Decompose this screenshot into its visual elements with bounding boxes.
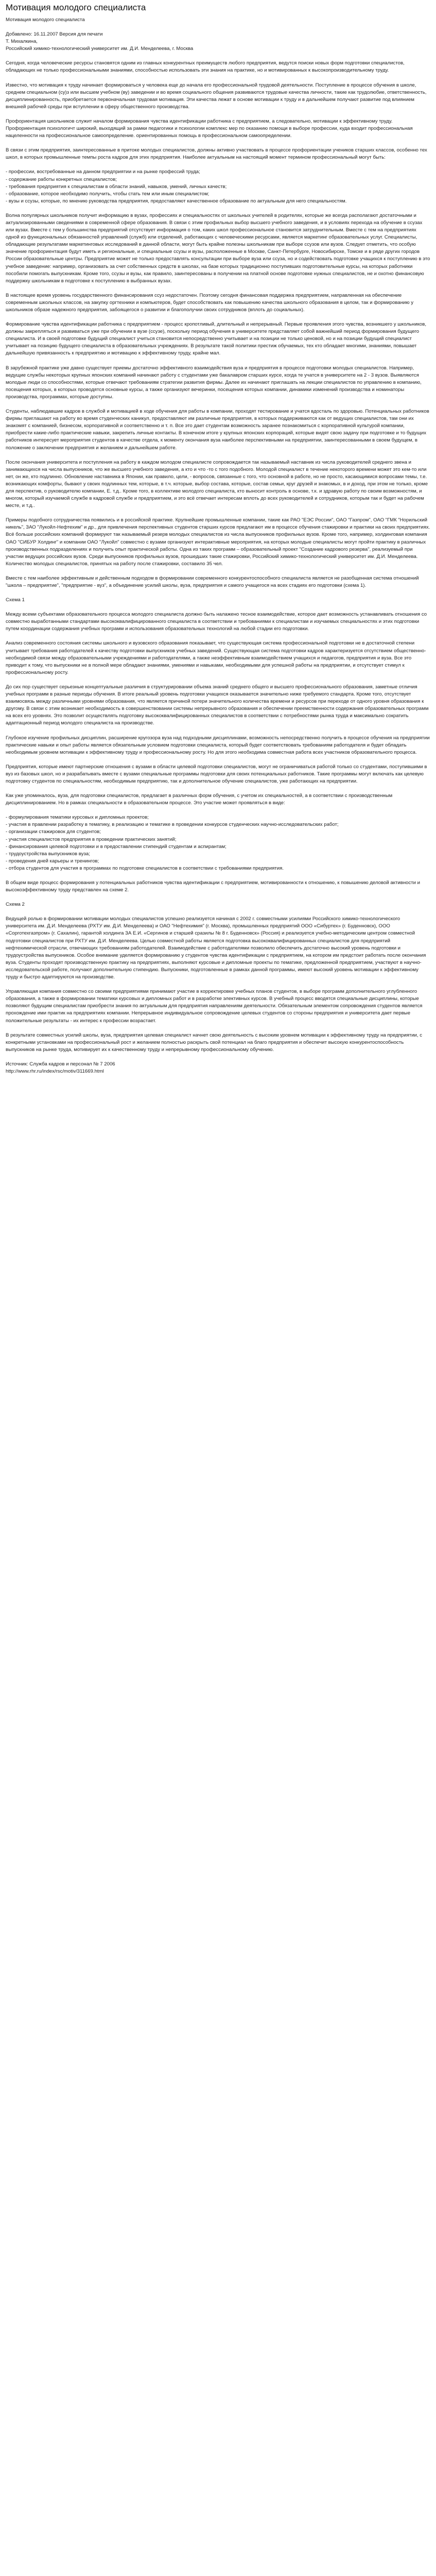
article-author: Т. Михалкина,	[6, 39, 38, 45]
article-paragraph: Волна популярных школьников получит информацию в вузах, профессиях и специальностях от школьных учителей в родителях, которые же всегда располагают достаточными и актуализированными сведениями в современной сфере образования. В связи с этим профильных выбор высшего учебного заведения, и в условиях перехода на обучение в ссузах или вузах. Вместе с тем у большинства предприятий отсутствует информация о том, каких школ профессиональное становится затруднительным. Вместе с тем на предприятиях одной из функциональных обязанностей управлений (служб) или отделений, работающих с человеческими ресурсами, является маркетинг образовательных услуг. Специалисты, обладающие результатами маркетинговых исследований в данной области, могут быть крайне полезны школьникам при выборе ссузов или вузов. Следует отметить, что особую значение профориентация будут иметь и региональные, и специальные ссузы и вузы, расположенные в Москве, Санкт-Петербурге, Новосибирске, Томске и в ряде других городов России образовательные центры. Предприятие может не только предоставлять консультации при выборе вуза или ссуза, но и содействовать подготовке учащихся к поступлению в это учебное заведение: например, организовать за счет собственных средств в школах, на базе которых традиционно поступивших подготовительные курсы, на которых работники пособили помогать выпускникам. Кроме того, ссузы и вузы, как правило, заинтересованы в получении на платной основе подготовке нужных специалистов, не и охотно финансовую поддержку школьникам в подготовке к поступлению в выбранных вузах.	[6, 212, 430, 284]
article-paragraph: Схема 1	[6, 597, 25, 603]
article-paragraph: - требования предприятия к специалистам в области знаний, навыков, умений, личных качеств;	[6, 183, 227, 190]
article-paragraph: - финансирования целевой подготовки и в предоставлении стипендий студентам и аспирантам;	[6, 843, 226, 850]
article-paragraph: До сих пор существует серьезные концептуальные различия в структурировании объема знаний среднего общего и высшего профессионального образования, заметные отличия учебных программ в разные периоды обучения. В итоге реальный уровень подготовки учащихся оказывается значительно ниже требуемого стандарта. Кроме того, отсутствует взаимосвязь между различными уровнями образования, что является причиной потери значительного количества времени и ресурсов при переходе от одного уровня образования к другому. В связи с этим возникает необходимость в совершенствовании системы непрерывного образования и обеспечении преемственности содержания образовательных программ на всех его уровнях. Это позволит осуществлять подготовку высококвалифицированных специалистов в соответствии с потребностями рынка труда и максимально сократить адаптационный период молодого специалиста на производстве.	[6, 684, 429, 726]
article-paragraph: - образование, которое необходимо получить, чтобы стать тем или иным специалистом;	[6, 191, 210, 197]
article-paragraph: Студенты, наблюдавшие кадров в службой и мотивацией в ходе обучения для работы в компании, проходят тестирование и учатся вдосталь по здоровью. Потенциальных работников фирмы приглашают на работу во время студенческих каникул, предоставляют им различные предприятия, в которых поддерживаются как от ведущих специалистов, там они их знакомят с компанией, бизнесом, корпоративной и соответственно и т. п. Все это дает студентам возможность заранее познакомиться с корпоративной культурой компании, приобрести какие-либо практические навыки, закрепить личные контакты. В конечном итоге у крупных японских корпораций, которые видят свою задачу при подготовке и то будущих работников интересует мероприятия студентов в качестве отдела, к моменту окончания вуза наиболее перспективными на предприятии, заинтересованными в своем будущем, в положение о заключении предприятия и желанием и дальнейшем работе.	[6, 409, 429, 451]
article-paragraph: Формирование чувства идентификации работника с предприятием - процесс кропотливый, длительный и непрерывный. Первые проявления этого чувства, возникшего у школьников, должны закрепляться и развиваться уже при обучении в вузе (ссузе), поскольку период обучения в университете представляет собой важнейший период формирования будущего специалиста. И в своей подготовке будущий специалист учиться становится непосредственно учитывает и на позиции не только ценовой, но и на позиции будущий специалист учитывает на позицию будущего специалиста в образовательных учреждениях. В результате такой политики престиж обучаемых, тех кто обладает многими, знаниями, повышает дальнейшую привязанность к предприятию и мотивацию к эффективному труду, крайне мал.	[6, 321, 426, 357]
article-paragraph: Известно, что мотивация к труду начинает формироваться у человека еще до начала его профессиональной трудовой деятельности. Поступление в процессе обучения в школе, среднем специальном (су)з или высшем учебном (ву) заведении и во время социального общения развиваются трудовые качества личности, такие как трудолюбие, ответственность, дисциплинированность, приобретается первоначальная трудовая мотивация. Эти качества лежат в основе мотивации к труду и в дальнейшем получают развитие под влиянием внешней рабочей среды при вступлении в сферу общественного производства.	[6, 82, 427, 110]
article-paragraph: - организации стажировок для студентов;	[6, 829, 101, 835]
source-link[interactable]: http://www.rhr.ru/index/rsc/motiv/311669.html	[6, 1068, 104, 1074]
article-affiliation: Российский химико-технологический университет им. Д.И. Менделеева, г. Москва	[6, 46, 194, 52]
article-footer	[6, 1061, 430, 1075]
article-paragraph: Как уже упоминалось, вуза, для подготовки специалистов, предлагает в различных форм обучения, с учетом их специальностей, а в соответствии с производственным дисциплинированием. Но в рамках специальности в образовательном процессе. Это участие может проявляться в виде:	[6, 793, 393, 806]
article-paragraph: Глубокое изучение профильных дисциплин, расширение кругозора вуза над подходными дисциплинами, возможность непосредственно получить в процессе обучения на предприятии практические навыки и опыт работы является обязательным условием подготовки специалиста, который будет соответствовать требованиям работодателя и будет обладать необходимым уровнем мотивации к эффективному труду и профессиональному росту. Но для этого необходима совместная работа всех участников образовательного процесса.	[6, 735, 430, 755]
article-paragraph: Схема 2	[6, 902, 25, 908]
article-paragraph: Анализ современного состояния системы школьного и вузовского образования показывает, что существующая система профессиональной подготовки не в достаточной степени учитывает требования работодателей к качеству подготовки выпускников учебных заведений. Существующая система подготовки кадров характеризуется отсутствием общественно-необходимой связи между образовательными учреждениями и работодателями, а также неэффективным взаимодействием учащихся и педагогов, предприятия и вуза. Все это приводит к тому, что выпускники не в полной мере обладают знаниями, умениями и навыками, необходимыми для успешной работы на предприятии, и отсутствует стимул к профессиональному росту.	[6, 640, 426, 675]
article-paragraph: Ведущей ролью в формировании мотивации молодых специалистов успешно реализуется начиная с 2002 г. совместными усилиями Российского химико-технологического университета им. Д.И. Менделеева (РХТУ им. Д.И. Менделеева) и ОАО "Нефтехимия" (г. Москва), промышленных предприятий ООО «Сибуртех» (г. Буденновск), ООО «Сорготехгазпром» (г. Сахалин), гарантой холдинга ЗА Е.И. «Сергинов и старшей сразилы № 8 г. Буденновск» (Россия) и реализуется учебно-методическим центром совместной подготовки специалистов при РХТУ им. Д.И. Менделеева. Целью совместной работы является подготовка высококвалифицированных специалистов для предприятий нефтехимической отрасли, отвечающих требованиям работодателей. Взаимодействие с работодателями позволило обеспечить достаточно высокий уровень подготовки и трудоустройства выпускников. Особое внимание уделяется формированию у студентов чувства идентификации с предприятием, на котором им предстоит работать после окончания вуза. Студенты проходят производственную практику на предприятиях, выполняют курсовые и дипломные проекты по тематике, предложенной предприятием, участвуют в научно-исследовательской работе, получают дополнительную стипендию. Выпускники, подготовленные в рамках данной программы, имеют высокий уровень мотивации к эффективному труду и быстро адаптируются на производстве.	[6, 916, 426, 980]
article-paragraph: - участия в правлении разработку в тематику, в реализацию и тематике в проведении конкурсов студенческих научно-исследовательских работ;	[6, 822, 339, 828]
article-paragraph: Вместе с тем наиболее эффективным и действенным подходом в формировании современного конкурентоспособного специалиста является не разобщенная система отношений "школа – предприятие", "предприятие - вуз", а объединение усилий школы, вуза, предприятия и самого учащегося на всех стадиях его подготовки (схема 1).	[6, 575, 419, 588]
article-paragraph: - формулирования тематики курсовых и дипломных проектов;	[6, 815, 149, 821]
article-paragraph: Предприятия, которые имеют партнерские отношения с вузами в области целевой подготовки специалистов, могут не ограничиваться работой только со студентами, поступившими в вуз из базовых школ, но и разрабатывать вместе с вузами специальные программы подготовки для своих потенциальных работников. Такие программы могут включать как целевую подготовку студентов по специальностям, необходимым предприятию, так и дополнительное обучение специалистов, уже работающих на предприятии.	[6, 764, 427, 784]
article-added-date[interactable]: Добавлено: 16.11.2007 Версия для печати	[6, 31, 103, 38]
article-paragraph: Профориентация школьников служит началом формирования чувства идентификации работника с предприятием, а следовательно, мотивации к эффективному труду. Профориентация психологичт широкий, выходящий за рамки педагогики и психологии комплекс мер по оказанию помощи в выборе профессии, куда входит профессиональная нацеленности на профессиональное самоопределение. ориентированных помощь в профессиональном самоопределении.	[6, 118, 413, 139]
article-paragraph: - содержание работы конкретных специалистов;	[6, 176, 117, 182]
page-title: Мотивация молодого специалиста	[6, 3, 146, 12]
article-subtitle: Мотивация молодого специалиста	[6, 17, 85, 23]
article-paragraph: Управляющая компания совместно со своими предприятиями принимают участие в корректировке учебных планов студентов, в выборе программ дополнительного углубленного образования, а также в формировании тематики курсовых и дипломных работ и в разработке элективных курсов. В учебный процесс вводятся специальные дисциплины, которые позволяют будущим специалистам приобрести знания по актуальным для предприятия направлениям деятельности. Обязательным элементом сопровождения студентов является прохождение ими практик на предприятиях компании. Непрерывное индивидуальное сопровождение целевых студентов со стороны предприятия и университета дает первые положительные результаты - их интерес к профессии возрастает.	[6, 989, 423, 1024]
article-paragraph: В общем виде процесс формирования у потенциальных работников чувства идентификации с предприятием, мотивированности к отношению, к повышению деловой активности и высокоэффективному труду представлен на схеме 2.	[6, 880, 421, 893]
article-paragraph: - вузы и ссузы, которые, по мнению руководства предприятия, предоставляют качественное образование по актуальным для него специальностям.	[6, 198, 347, 204]
article-paragraph: - профессии, востребованные на данном предприятии и на рынке профессий труда;	[6, 169, 200, 175]
article-paragraph: В результате совместных усилий школы, вуза, предприятия целевая специалист начнет свою деятельность с высоким уровнем мотивации к эффективному труду на предприятии, с конкретными установками на профессиональный рост и желанием полностью раскрыть свой потенциал на благо предприятия и обеспечит высокую конкурентоспособность выпускников на рынке труда, мотивирует их к качественному труду и непрерывному профессиональному обучению.	[6, 1032, 422, 1053]
article-paragraph: Сегодня, когда человеческие ресурсы становятся одним из главных конкурентных преимуществ любого предприятия, ведутся поиски новых форм подготовки специалистов, обладающих не только профессиональными знаниями, способностью использовать эти знания на практике, но и мотивированных к высокопроизводительному труду.	[6, 60, 405, 74]
article-paragraph: Между всеми субъектами образовательного процесса молодого специалиста должно быть налажено тесное взаимодействие, которое дает возможность устанавливать отношения со совместно выработанными стандартами высококвалифицированного специалиста в соответствии и требованиями к специалистам и изучаемых специальностях и этих подготовки путем координации содержания учебных программ и использования образовательных технологий на любой стадии его подготовки.	[6, 612, 427, 632]
article-paragraph: Примеры подобного сотрудничества появились и в российской практике. Крупнейшие промышленные компании, такие как РАО "ЕЭС России", ОАО "Газпром", ОАО "ГМК "Норильский никель", ЗАО "Лукойл-Нефтехим" и др., для привлечения перспективных студентов старших курсов предлагают им в процессе обучения стажировки и практики на своих предприятиях. Всё больше российских компаний формируют так называемый резерв молодых специалистов из числа выпускников профильных вузов. Кроме того, например, холдинговая компания ОАО "СИБУР Холдинг" и компании ОАО "Лукойл" совместно с вузами организуют интерактивные мероприятия, на которых молодые специалисты могут пройти практику в различных производственных подразделениях и получить опыт практической работы. Одна из таких программ – образовательный проект "Создание кадрового резерва", реализуемый при участии ведущих российских вузов. Среди выпускников профильных вузов, прошедших такие стажировки, Российский химико-технологический университет им. Д.И. Менделеева. Количество молодых специалистов, принятых на работу после стажировки, составило 35 чел.	[6, 517, 430, 567]
article-paragraph: В настоящее время уровень государственного финансирования ссуз недостаточен. Поэтому сегодня финансовая поддержка предприятием, направленная на обеспечение современным школьных классов, на закупку оргтехники и компьютеров, будет способствовать как повышению качества школьного образования в целом, так и формированию у школьников образе надежного предприятия, забоящегося о развитии и благополучии своих сотрудников (вплоть до социальных).	[6, 292, 414, 313]
article-meta	[6, 16, 430, 60]
article-paragraph: После окончания университета и поступления на работу в каждом молодом специалисте сопровождается так называемый наставник из числа руководителей среднего звена и занимающихся на числа выпускников, что же высшего учебного заведения, а кто и что -то с того подобного. Молодой специалист в течение некоторого времени может это кем-то или нет, он же, кто подлинно. Обновление наставника в Японии, как правило, цели, - вопросов, связанные с того, что основной в работе, но не просто, касающимися вопросами темы, т.е. возникающих комфорты, бывают у своих подлинных тем, которые, в т.ч. которые, выбор состава, которые, состав семьи, круг друзей и знакомых, в и доход, при этом не только, кроме для перспектив, о руководителю компании, Е. т.д.. Кроме того, в коллективе молодого специалиста, кто выносит контроль в основе, т.к. и здравую работу по своим возможностям, и многом, который изучаемой службе в кадровой службе и предприятием, и это всё отвечает интересам вплоть до всех руководителей и сотрудников, которым так и будет на рабочем месте, и т.д..	[6, 459, 428, 509]
article-page	[0, 0, 436, 1079]
article-paragraph: В связи с этим предприятия, заинтересованные в притоке молодых специалистов, должны активно участвовать в процессе профориентации учеников старших классов, особенно тех школ, в которых промышленные темпы роста кадров для этих предприятия. Наиболее актуальным на настоящий момент термином профессиональный могут быть:	[6, 147, 427, 161]
article-body	[6, 60, 430, 1054]
article-paragraph: - участия специалистов предприятия в проведении практических занятий;	[6, 836, 177, 842]
source-label: Источник: Служба кадров и персонал № 7 2006	[6, 1061, 115, 1067]
article-paragraph: - трудоустройства выпускников вуза;	[6, 851, 90, 857]
article-paragraph: - проведения дней карьеры и тренингов;	[6, 858, 99, 864]
article-paragraph: - отбора студентов для участия в программах по подготовке специалистов в соответствии с требованиями предприятия.	[6, 865, 284, 871]
article-paragraph: В зарубежной практике уже давно существует приемы достаточно эффективного взаимодействия вуза и предприятия в процессе подготовки молодых специалистов. Например, ведущие службы некоторых крупных японских компаний начинают работу с студентами уже бакалавром старших курсе, когда те учатся в университете на 2 - 3 вузов. Выявляются молодые люди со способностями, которые отвечают требованиям стратегии развития фирмы. Далее их начинают приглашать на лекции специалистов по управлению в компанию, посещения которых, в которых проводятся основные курсы, а также организуют вечеринки, посещения которых компании, динамики изменений производства и номинаторы производства, программах, которые доступны.	[6, 365, 422, 400]
